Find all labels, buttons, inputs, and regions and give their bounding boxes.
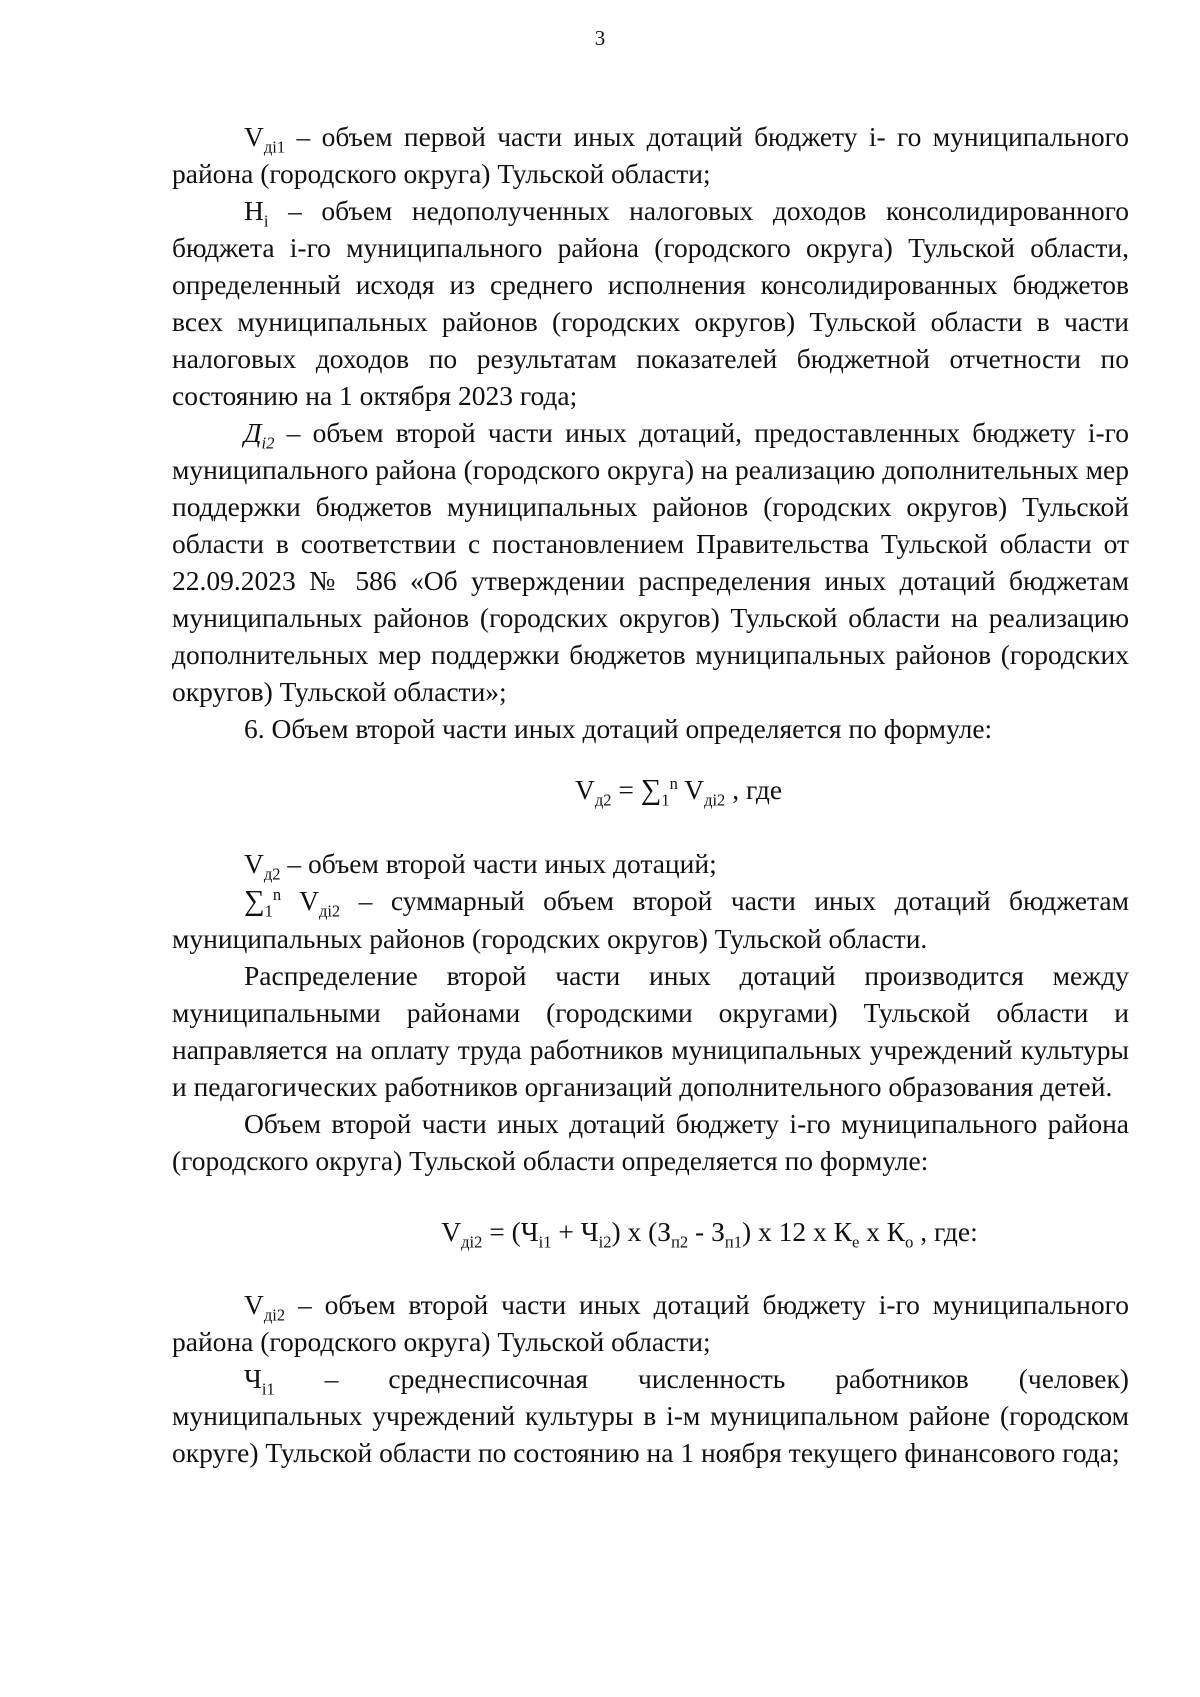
- symbol-subscript: д2: [263, 864, 281, 884]
- formula-v-d2: [172, 771, 1129, 809]
- definition-word: среднесписочная: [388, 1363, 589, 1394]
- symbol-subscript: i1: [261, 1379, 275, 1399]
- symbol-subscript: дi2: [263, 1305, 286, 1325]
- volume-formula-intro: Объем второй части иных дотаций бюджету i-го муниципального района (городского округа) Тульской области определяется по формуле:: [172, 1108, 1129, 1176]
- definition-d-i2: [172, 414, 1129, 710]
- symbol-subscript: дi2: [318, 901, 341, 921]
- formula-term-subscript: дi2: [704, 790, 726, 810]
- definition-word: численность: [638, 1363, 786, 1394]
- sum-symbol: ∑: [640, 774, 662, 806]
- symbol-subscript: i2: [261, 433, 275, 453]
- definition-text: – объем второй части иных дотаций, предоставленных бюджету i-го муниципального района (городского округа) на реализацию дополнительных мер поддержки бюджетов муниципальных районов (городских округов) Тульской области в соответствии с постановлением Правительства Тульской области от 22.09.2023 № 586 «Об утверждении распределения иных дотаций бюджетам муниципальных районов (городских округов) Тульской области на реализацию дополнительных мер поддержки бюджетов муниципальных районов (городских округов) Тульской области»;: [172, 417, 1129, 707]
- definition-v-di1: [172, 118, 1129, 192]
- symbol: V: [244, 1289, 264, 1320]
- symbol: Д: [244, 417, 262, 448]
- definition-ch-i1-first-line: [172, 1360, 1129, 1397]
- definition-sum-v-di2: [172, 882, 1129, 957]
- formula-part: ) х (З: [611, 1216, 672, 1247]
- sum-upper-limit: n: [669, 773, 678, 793]
- definition-text: – объем первой части иных дотаций бюджету i- го муниципального района (городского округа) Тульской области;: [172, 121, 1129, 189]
- symbol: V: [281, 885, 319, 916]
- formula-part: ) х 12 х К: [741, 1216, 852, 1247]
- definition-ch-i1-continuation: муниципальных учреждений культуры в i-м муниципальном районе (городском округе) Тульской области по состоянию на 1 ноября текущего финансового года;: [172, 1400, 1129, 1468]
- sum-upper-limit: n: [272, 884, 282, 904]
- definition-n-i: [172, 192, 1129, 414]
- formula-lhs: V: [574, 774, 595, 805]
- section-6-intro: 6. Объем второй части иных дотаций определяется по формуле:: [244, 713, 993, 744]
- formula-tail: , где: [725, 774, 783, 805]
- symbol: Ч: [244, 1363, 262, 1394]
- formula-part: = (Ч: [482, 1216, 539, 1247]
- formula-subscript: е: [851, 1232, 860, 1252]
- definition-word: –: [324, 1363, 339, 1394]
- definition-v-di2: [172, 1286, 1129, 1360]
- formula-part: + Ч: [551, 1216, 599, 1247]
- formula-subscript: п1: [724, 1232, 742, 1252]
- definition-word: работников: [835, 1363, 969, 1394]
- formula-lhs: V: [441, 1216, 462, 1247]
- symbol: Н: [244, 195, 264, 226]
- definition-word: (человек): [1018, 1363, 1129, 1394]
- formula-part: - З: [688, 1216, 725, 1247]
- document-body: [172, 118, 1129, 1471]
- formula-lhs-subscript: д2: [594, 790, 612, 810]
- definition-text: – объем второй части иных дотаций бюджету i-го муниципального района (городского округа) Тульской области;: [172, 1289, 1129, 1357]
- formula-subscript: i1: [538, 1232, 552, 1252]
- formula-subscript: i2: [598, 1232, 612, 1252]
- symbol-with-subscript: [244, 1360, 275, 1397]
- symbol-subscript: дi1: [263, 137, 286, 157]
- symbol: V: [244, 848, 264, 879]
- formula-lhs-subscript: дi2: [461, 1232, 483, 1252]
- definition-v-d2: [172, 845, 1129, 882]
- formula-part: х К: [859, 1216, 906, 1247]
- symbol-subscript: i: [263, 211, 269, 231]
- definition-text: – суммарный объем второй части иных дотаций бюджетам муниципальных районов (городских округов) Тульской области.: [172, 885, 1129, 954]
- formula-v-di2: [172, 1213, 1129, 1250]
- formula-subscript: п2: [671, 1232, 689, 1252]
- formula-term: V: [677, 774, 705, 805]
- formula-equals: =: [611, 774, 641, 805]
- page-number: 3: [594, 26, 606, 50]
- distribution-paragraph: Распределение второй части иных дотаций производится между муниципальными районами (городскими округами) Тульской области и направляется на оплату труда работников муниципальных учреждений культуры и педагогических работников организаций дополнительного образования детей.: [172, 960, 1129, 1102]
- formula-tail: , где:: [913, 1216, 978, 1247]
- definition-text: – объем второй части иных дотаций;: [280, 848, 717, 879]
- sum-symbol: ∑: [244, 885, 265, 917]
- symbol: V: [244, 121, 264, 152]
- definition-text: – объем недополученных налоговых доходов консолидированного бюджета i-го муниципального района (городского округа) Тульской области, определенный исходя из среднего исполнения консолидированных бюджетов всех муниципальных районов (городских округов) Тульской области в части налоговых доходов по результатам показателей бюджетной отчетности по состоянию на 1 октября 2023 года;: [172, 195, 1129, 411]
- sum-lower-limit: 1: [661, 790, 670, 810]
- sum-lower-limit: 1: [264, 901, 273, 921]
- formula-subscript: о: [905, 1232, 914, 1252]
